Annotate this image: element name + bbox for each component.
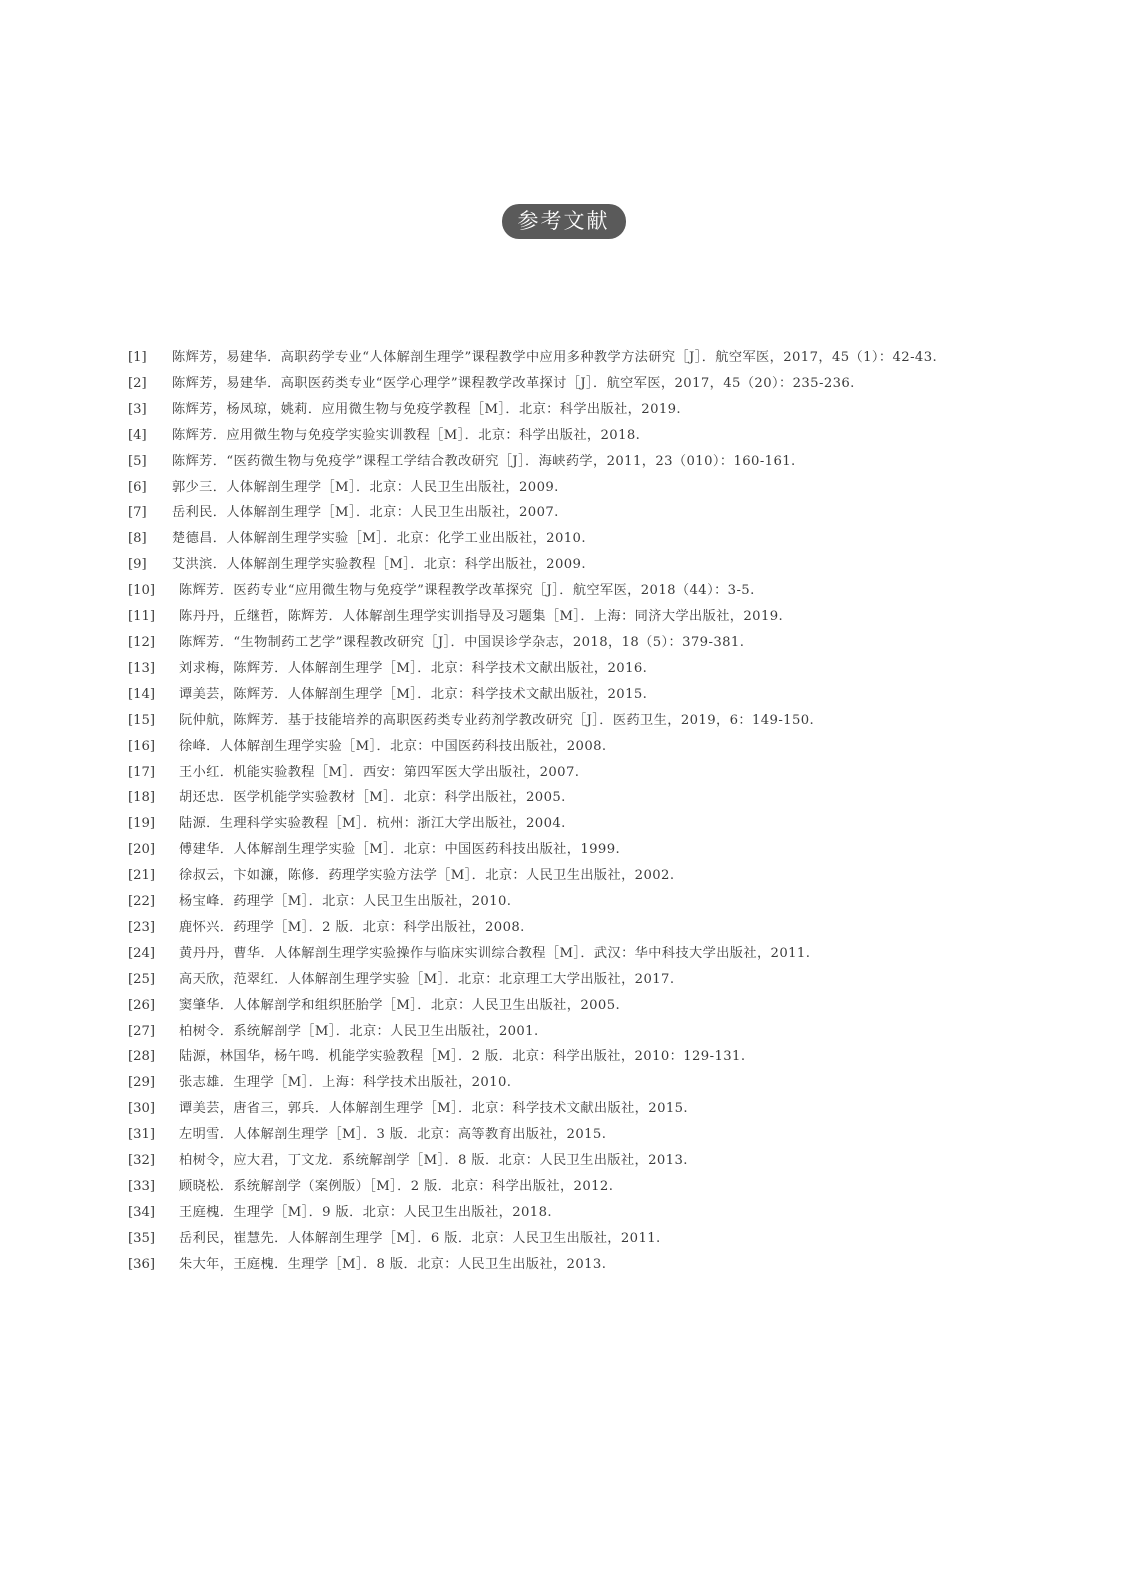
reference-number: [11] xyxy=(128,609,156,625)
reference-item xyxy=(128,578,1008,604)
reference-text: 胡还忠．医学机能学实验教材［M］．北京：科学出版社，2005. xyxy=(179,790,566,806)
reference-text: 陈辉芳．“医药微生物与免疫学”课程工学结合教改研究［J］．海峡药学，2011，23（010）：160-161. xyxy=(172,453,796,469)
reference-item xyxy=(128,449,1008,475)
reference-number: [35] xyxy=(128,1230,156,1246)
reference-item xyxy=(128,552,1008,578)
reference-text: 徐峰．人体解剖生理学实验［M］．北京：中国医药科技出版社，2008. xyxy=(179,738,607,754)
reference-item xyxy=(128,682,1008,708)
reference-text: 刘求梅，陈辉芳．人体解剖生理学［M］．北京：科学技术文献出版社，2016. xyxy=(179,660,648,676)
reference-number: [34] xyxy=(128,1204,156,1220)
reference-number: [19] xyxy=(128,816,156,832)
reference-number: [1] xyxy=(128,350,147,365)
reference-item xyxy=(128,967,1008,993)
reference-text: 傅建华．人体解剖生理学实验［M］．北京：中国医药科技出版社，1999. xyxy=(179,842,621,858)
reference-text: 顾晓松．系统解剖学（案例版）［M］．2 版．北京：科学出版社，2012. xyxy=(179,1179,614,1194)
reference-text: 郭少三．人体解剖生理学［M］．北京：人民卫生出版社，2009. xyxy=(172,479,559,495)
reference-item xyxy=(128,1226,1008,1252)
reference-number: [28] xyxy=(128,1049,156,1065)
reference-item xyxy=(128,811,1008,837)
reference-text: 陈丹丹，丘继哲，陈辉芳．人体解剖生理学实训指导及习题集［M］．上海：同济大学出版社，2019. xyxy=(179,609,784,625)
reference-item xyxy=(128,941,1008,967)
reference-number: [22] xyxy=(128,894,156,910)
reference-number: [14] xyxy=(128,686,156,702)
reference-text: 柏树令，应大君，丁文龙．系统解剖学［M］．8 版．北京：人民卫生出版社，2013. xyxy=(179,1153,688,1169)
reference-number: [33] xyxy=(128,1179,156,1194)
reference-item xyxy=(128,604,1008,630)
reference-text: 张志雄．生理学［M］．上海：科学技术出版社，2010. xyxy=(179,1075,512,1091)
reference-text: 陈辉芳，易建华．高职药学专业“人体解剖生理学”课程教学中应用多种教学方法研究［J］．航空军医，2017，45（1）：42-43. xyxy=(172,350,938,365)
reference-item xyxy=(128,630,1008,656)
reference-item xyxy=(128,1070,1008,1096)
reference-number: [18] xyxy=(128,790,156,806)
reference-number: [30] xyxy=(128,1101,156,1117)
reference-item xyxy=(128,1148,1008,1174)
reference-text: 谭美芸，唐省三，郭兵．人体解剖生理学［M］．北京：科学技术文献出版社，2015. xyxy=(179,1101,689,1117)
reference-text: 谭美芸，陈辉芳．人体解剖生理学［M］．北京：科学技术文献出版社，2015. xyxy=(179,686,648,702)
reference-item xyxy=(128,863,1008,889)
reference-text: 陈辉芳．应用微生物与免疫学实验实训教程［M］．北京：科学出版社，2018. xyxy=(172,427,641,443)
reference-number: [5] xyxy=(128,453,147,469)
reference-number: [21] xyxy=(128,868,156,884)
reference-text: 杨宝峰．药理学［M］．北京：人民卫生出版社，2010. xyxy=(179,894,512,910)
reference-number: [23] xyxy=(128,919,156,935)
reference-text: 岳利民，崔慧先．人体解剖生理学［M］．6 版．北京：人民卫生出版社，2011. xyxy=(179,1230,661,1246)
reference-text: 柏树令．系统解剖学［M］．北京：人民卫生出版社，2001. xyxy=(179,1023,539,1039)
reference-text: 陈辉芳．“生物制药工艺学”课程教改研究［J］．中国误诊学杂志，2018，18（5）：379-381. xyxy=(179,634,745,650)
reference-item xyxy=(128,993,1008,1019)
reference-number: [36] xyxy=(128,1256,156,1272)
reference-text: 徐叔云，卞如濂，陈修．药理学实验方法学［M］．北京：人民卫生出版社，2002. xyxy=(179,868,675,884)
reference-number: [25] xyxy=(128,971,156,987)
reference-text: 艾洪滨．人体解剖生理学实验教程［M］．北京：科学出版社，2009. xyxy=(172,557,586,573)
reference-item xyxy=(128,1019,1008,1045)
reference-item xyxy=(128,500,1008,526)
reference-text: 岳利民．人体解剖生理学［M］．北京：人民卫生出版社，2007. xyxy=(172,505,559,521)
reference-item xyxy=(128,1122,1008,1148)
reference-item xyxy=(128,1252,1008,1278)
reference-item xyxy=(128,785,1008,811)
reference-text: 左明雪．人体解剖生理学［M］．3 版．北京：高等教育出版社，2015. xyxy=(179,1127,607,1143)
page-title: 参考文献 xyxy=(502,204,626,239)
reference-item xyxy=(128,397,1008,423)
reference-item xyxy=(128,889,1008,915)
reference-number: [16] xyxy=(128,738,156,754)
reference-number: [13] xyxy=(128,660,156,676)
reference-item xyxy=(128,656,1008,682)
reference-item xyxy=(128,734,1008,760)
reference-item xyxy=(128,423,1008,449)
reference-item xyxy=(128,760,1008,786)
reference-number: [27] xyxy=(128,1023,156,1039)
reference-number: [3] xyxy=(128,401,147,417)
reference-text: 王庭槐．生理学［M］．9 版．北京：人民卫生出版社，2018. xyxy=(179,1204,552,1220)
reference-number: [8] xyxy=(128,531,147,547)
reference-text: 王小红．机能实验教程［M］．西安：第四军医大学出版社，2007. xyxy=(179,764,580,780)
reference-text: 陆源，林国华，杨午鸣．机能学实验教程［M］．2 版．北京：科学出版社，2010：129-131. xyxy=(179,1049,746,1065)
reference-number: [24] xyxy=(128,945,156,961)
reference-text: 鹿怀兴．药理学［M］．2 版．北京：科学出版社，2008. xyxy=(179,919,525,935)
reference-number: [26] xyxy=(128,997,156,1013)
reference-item xyxy=(128,837,1008,863)
reference-item xyxy=(128,708,1008,734)
reference-number: [20] xyxy=(128,842,156,858)
reference-number: [9] xyxy=(128,557,147,573)
reference-number: [6] xyxy=(128,479,147,495)
reference-text: 窦肇华．人体解剖学和组织胚胎学［M］．北京：人民卫生出版社，2005. xyxy=(179,997,621,1013)
reference-item xyxy=(128,1174,1008,1200)
reference-text: 陈辉芳，杨凤琼，姚莉．应用微生物与免疫学教程［M］．北京：科学出版社，2019. xyxy=(172,401,682,417)
reference-text: 朱大年，王庭槐．生理学［M］．8 版．北京：人民卫生出版社，2013. xyxy=(179,1256,607,1272)
reference-number: [31] xyxy=(128,1127,156,1143)
reference-item xyxy=(128,475,1008,501)
reference-item xyxy=(128,1096,1008,1122)
reference-number: [7] xyxy=(128,505,147,521)
reference-number: [17] xyxy=(128,764,156,780)
reference-item xyxy=(128,526,1008,552)
reference-item xyxy=(128,371,1008,397)
reference-text: 楚德昌．人体解剖生理学实验［M］．北京：化学工业出版社，2010. xyxy=(172,531,586,547)
reference-number: [2] xyxy=(128,375,147,391)
reference-item xyxy=(128,1200,1008,1226)
reference-number: [15] xyxy=(128,712,156,728)
reference-item xyxy=(128,345,1008,371)
reference-text: 高天欣，范翠红．人体解剖生理学实验［M］．北京：北京理工大学出版社，2017. xyxy=(179,971,675,987)
reference-number: [10] xyxy=(128,583,156,599)
reference-text: 阮仲航，陈辉芳．基于技能培养的高职医药类专业药剂学教改研究［J］．医药卫生，2019，6：149-150. xyxy=(179,712,815,728)
reference-item xyxy=(128,1044,1008,1070)
reference-text: 黄丹丹，曹华．人体解剖生理学实验操作与临床实训综合教程［M］．武汉：华中科技大学出版社，2011. xyxy=(179,945,811,961)
title-area xyxy=(0,204,1127,239)
reference-number: [4] xyxy=(128,427,147,443)
reference-list xyxy=(128,345,1008,1278)
reference-text: 陈辉芳．医药专业“应用微生物与免疫学”课程教学改革探究［J］．航空军医，2018（44）：3-5. xyxy=(179,583,755,599)
reference-number: [12] xyxy=(128,634,156,650)
reference-text: 陈辉芳，易建华．高职医药类专业“医学心理学”课程教学改革探讨［J］．航空军医，2017，45（20）：235-236. xyxy=(172,375,855,391)
reference-item xyxy=(128,915,1008,941)
reference-number: [32] xyxy=(128,1153,156,1169)
reference-number: [29] xyxy=(128,1075,156,1091)
reference-text: 陆源．生理科学实验教程［M］．杭州：浙江大学出版社，2004. xyxy=(179,816,566,832)
